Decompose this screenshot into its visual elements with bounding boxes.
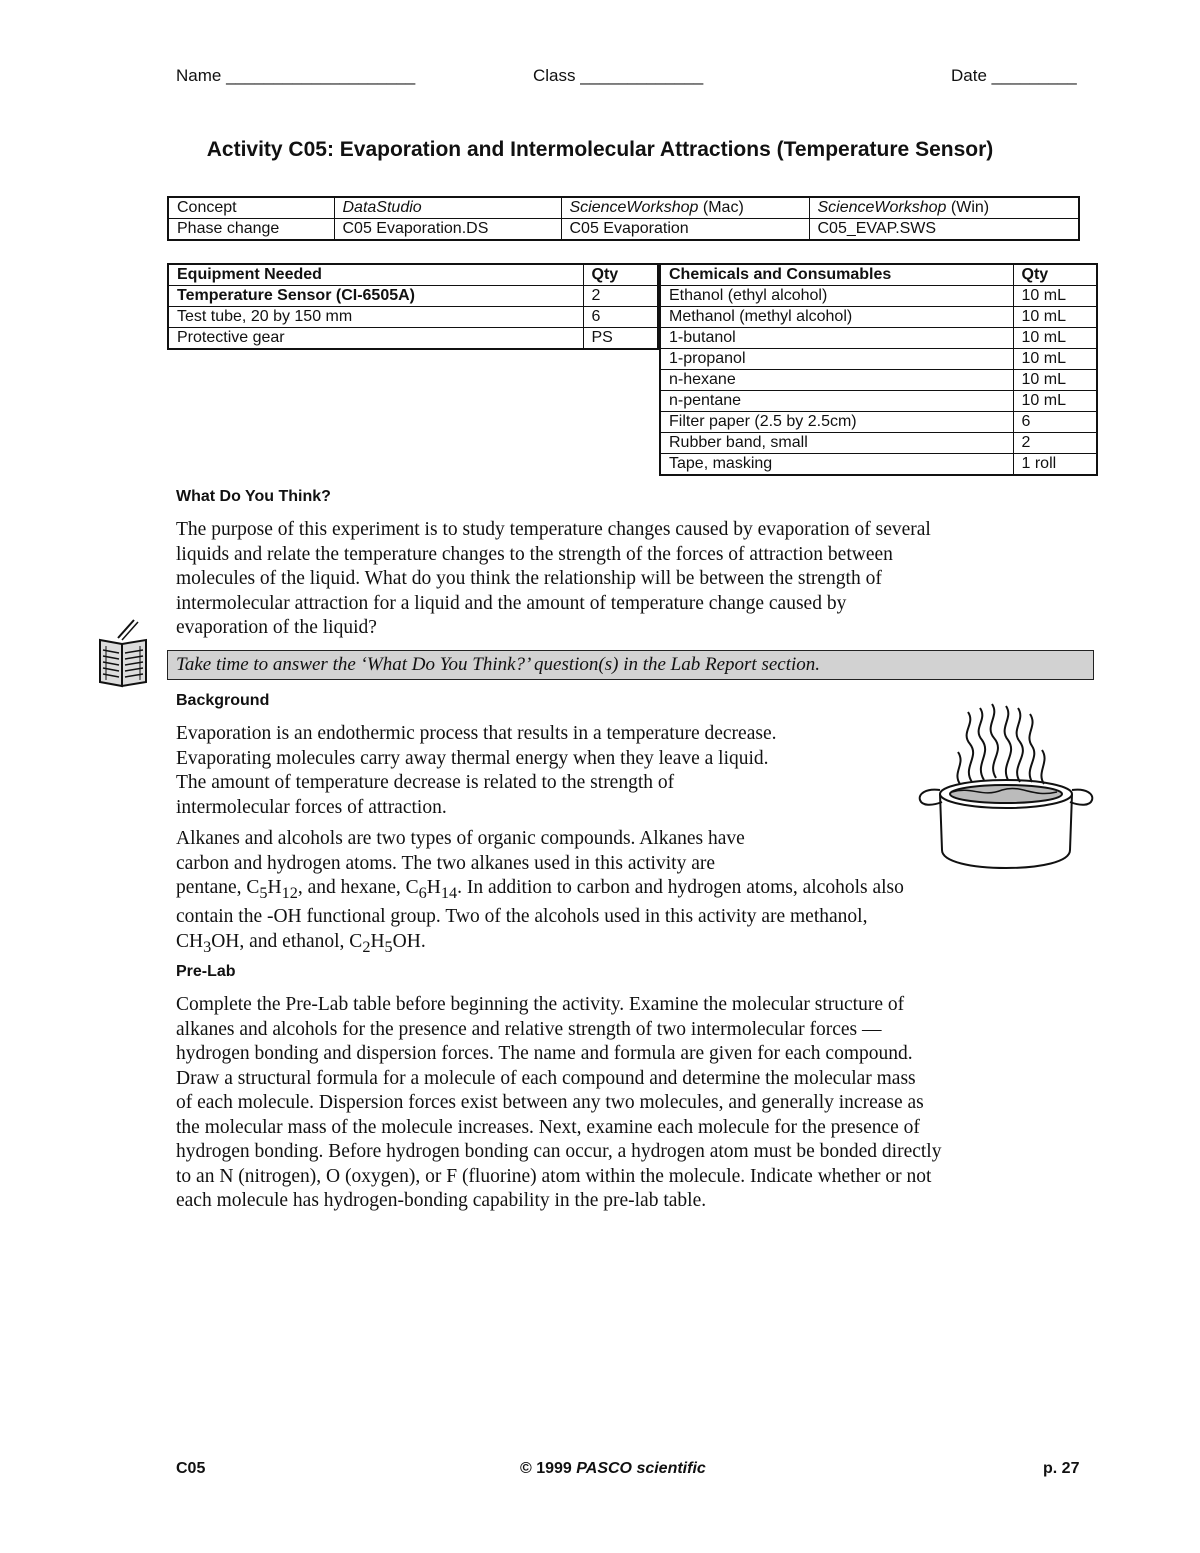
class-field: Class _____________ <box>533 66 704 85</box>
table-row <box>168 286 658 307</box>
file-table-row <box>168 219 1079 241</box>
chemical-item: Methanol (methyl alcohol) <box>660 307 1013 328</box>
background-paragraph-1 <box>176 722 936 820</box>
paragraph-line: Alkanes and alcohols are two types of organic compounds. Alkanes have <box>176 828 745 849</box>
datastudio-file: C05 Evaporation.DS <box>334 219 561 241</box>
paragraph-line: Complete the Pre-Lab table before beginning the activity. Examine the molecular structure of <box>176 994 905 1015</box>
table-row <box>168 307 658 328</box>
chemical-qty: 10 mL <box>1013 286 1097 307</box>
boiling-pot-illustration <box>912 702 1098 872</box>
what-do-you-think-paragraph <box>176 518 1116 641</box>
equipment-header-row <box>168 264 658 286</box>
paragraph-line: carbon and hydrogen atoms. The two alkanes used in this activity are <box>176 852 715 874</box>
table-row <box>660 349 1097 370</box>
paragraph-line: hydrogen bonding and dispersion forces. The name and formula are given for each compound. <box>176 1043 913 1064</box>
concept-value: Phase change <box>168 219 334 241</box>
table-row <box>660 328 1097 349</box>
file-table-header-row <box>168 197 1079 219</box>
paragraph-line: evaporation of the liquid? <box>176 617 377 638</box>
sw-mac-file: C05 Evaporation <box>561 219 809 241</box>
paragraph-line: the molecular mass of the molecule increases. Next, examine each molecule for the presence of <box>176 1116 920 1138</box>
table-row <box>660 433 1097 454</box>
qty-header: Qty <box>1013 264 1097 286</box>
table-row <box>660 370 1097 391</box>
chemical-item: Filter paper (2.5 by 2.5cm) <box>660 412 1013 433</box>
equipment-item: Temperature Sensor (CI-6505A) <box>168 286 583 307</box>
equipment-table <box>167 263 659 350</box>
equipment-qty: PS <box>583 328 658 350</box>
table-row <box>660 307 1097 328</box>
prelab-paragraph <box>176 993 1116 1214</box>
chemical-qty: 10 mL <box>1013 349 1097 370</box>
footer-copyright: © 1999 PASCO scientific <box>520 1460 706 1477</box>
chemical-qty: 2 <box>1013 433 1097 454</box>
paragraph-line: hydrogen bonding. Before hydrogen bonding can occur, a hydrogen atom must be bonded directly <box>176 1141 942 1162</box>
paragraph-line: $CH_3OH$, and ethanol, $C_2H_5OH$. <box>176 930 426 956</box>
table-row <box>168 328 658 350</box>
chemicals-header: Chemicals and Consumables <box>660 264 1013 286</box>
paragraph-line: The purpose of this experiment is to study temperature changes caused by evaporation of several <box>176 519 931 540</box>
what-do-you-think-heading: What Do You Think? <box>176 488 331 505</box>
paragraph-line: The amount of temperature decrease is related to the strength of <box>176 772 675 793</box>
datastudio-header: DataStudio <box>334 197 561 219</box>
paragraph-line: intermolecular attraction for a liquid and the amount of temperature change caused by <box>176 592 847 614</box>
sw-win-header: ScienceWorkshop (Win) <box>809 197 1079 219</box>
concept-header: Concept <box>168 197 334 219</box>
chemical-qty: 10 mL <box>1013 328 1097 349</box>
chemical-qty: 10 mL <box>1013 391 1097 412</box>
file-table <box>167 196 1080 241</box>
name-field: Name ____________________ <box>176 66 416 85</box>
paragraph-line: Evaporating molecules carry away thermal energy when they leave a liquid. <box>176 747 769 769</box>
footer-page-number: p. 27 <box>1043 1460 1080 1477</box>
paragraph-line: contain the -OH functional group. Two of the alcohols used in this activity are methanol, <box>176 906 868 928</box>
table-row <box>660 412 1097 433</box>
equipment-qty: 2 <box>583 286 658 307</box>
date-field: Date _________ <box>951 66 1077 85</box>
paragraph-line: intermolecular forces of attraction. <box>176 796 447 818</box>
chemical-qty: 10 mL <box>1013 307 1097 328</box>
chemicals-header-row <box>660 264 1097 286</box>
table-row <box>660 454 1097 476</box>
table-row <box>660 391 1097 412</box>
chemical-item: n-hexane <box>660 370 1013 391</box>
sw-mac-header: ScienceWorkshop (Mac) <box>561 197 809 219</box>
chemical-item: 1-propanol <box>660 349 1013 370</box>
notebook-icon <box>96 618 152 688</box>
paragraph-line: Evaporation is an endothermic process that results in a temperature decrease. <box>176 723 777 744</box>
paragraph-line: each molecule has hydrogen-bonding capability in the pre-lab table. <box>176 1190 707 1211</box>
qty-header: Qty <box>583 264 658 286</box>
paragraph-line: liquids and relate the temperature changes to the strength of the forces of attraction between <box>176 543 893 565</box>
chemical-item: Ethanol (ethyl alcohol) <box>660 286 1013 307</box>
equipment-qty: 6 <box>583 307 658 328</box>
table-row <box>660 286 1097 307</box>
paragraph-line: to an N (nitrogen), O (oxygen), or F (fluorine) atom within the molecule. Indicate whether or not <box>176 1165 932 1187</box>
chemical-qty: 1 roll <box>1013 454 1097 476</box>
paragraph-line: of each molecule. Dispersion forces exist between any two molecules, and generally increase as <box>176 1092 924 1113</box>
chemical-item: Tape, masking <box>660 454 1013 476</box>
equipment-item: Protective gear <box>168 328 583 350</box>
chemical-qty: 10 mL <box>1013 370 1097 391</box>
footer-activity-code: C05 <box>176 1460 206 1477</box>
paragraph-line: alkanes and alcohols for the presence and relative strength of two intermolecular forces — <box>176 1018 882 1040</box>
equipment-header: Equipment Needed <box>168 264 583 286</box>
page-title: Activity C05: Evaporation and Intermolecular Attractions (Temperature Sensor) <box>206 138 994 161</box>
chemical-item: Rubber band, small <box>660 433 1013 454</box>
chemical-qty: 6 <box>1013 412 1097 433</box>
paragraph-line: Draw a structural formula for a molecule of each compound and determine the molecular mass <box>176 1067 916 1089</box>
paragraph-line: molecules of the liquid. What do you think the relationship will be between the strength of <box>176 568 882 589</box>
background-heading: Background <box>176 692 270 709</box>
chemical-item: n-pentane <box>660 391 1013 412</box>
paragraph-line: pentane, $C_5H_{12}$, and hexane, $C_6H_{14}$. In addition to carbon and hydrogen atoms, alcohols also <box>176 877 904 902</box>
chemicals-table <box>659 263 1098 476</box>
chemical-item: 1-butanol <box>660 328 1013 349</box>
lab-report-note: Take time to answer the ‘What Do You Think?’ question(s) in the Lab Report section. <box>167 650 1094 680</box>
sw-win-file: C05_EVAP.SWS <box>809 219 1079 241</box>
prelab-heading: Pre-Lab <box>176 963 236 980</box>
equipment-item: Test tube, 20 by 150 mm <box>168 307 583 328</box>
